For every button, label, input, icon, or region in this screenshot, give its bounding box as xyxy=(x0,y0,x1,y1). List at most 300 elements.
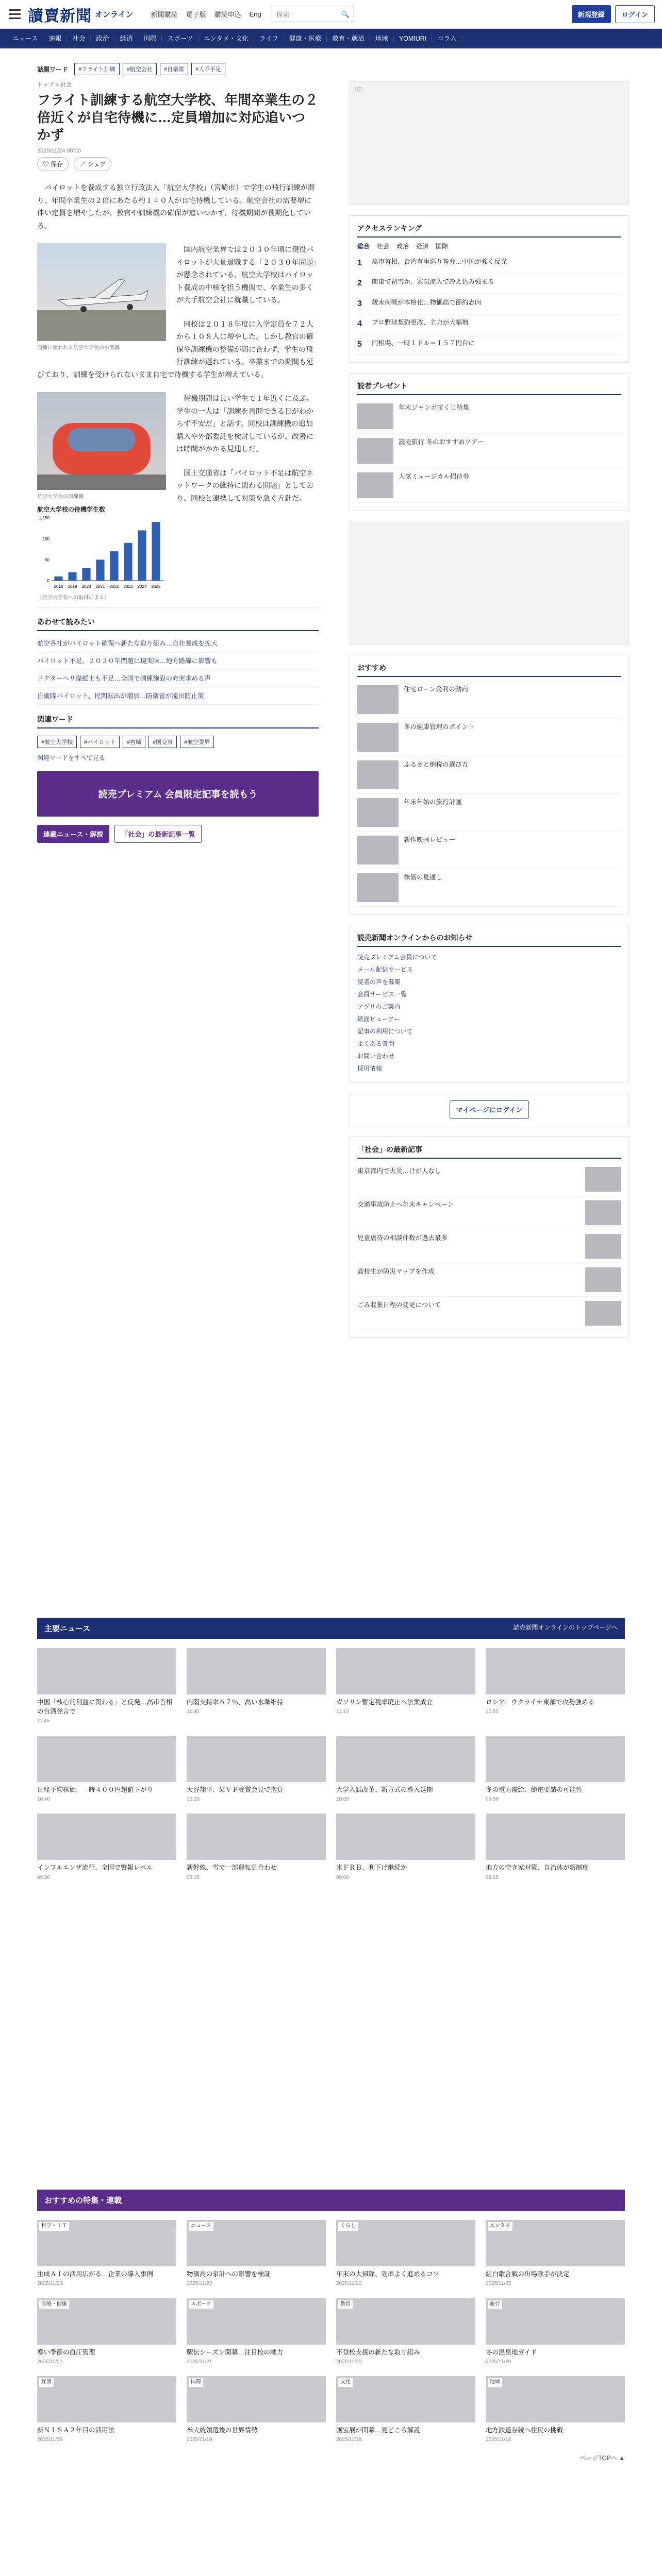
article-paragraph: 待機期間は長い学生で１年近くに及ぶ。学生の一人は「訓練を再開できる日がわからず不安だ」と話す。同校は訓練機の追加購入や外部委託を検討しているが、改善には時間がかかる見通しだ。 xyxy=(176,394,314,453)
card-thumb xyxy=(336,1648,475,1694)
share-button[interactable]: ↗ シェア xyxy=(74,157,111,171)
related-title: あわせて読みたい xyxy=(37,617,319,631)
recommend-thumb xyxy=(357,873,399,902)
card-title: 地方鉄道存続へ住民の挑戦 xyxy=(486,2427,564,2434)
sidebar xyxy=(350,48,629,1348)
special-card[interactable] xyxy=(187,2376,326,2444)
main_news-card[interactable] xyxy=(187,1814,326,1882)
ranking-item[interactable] xyxy=(357,294,621,314)
nav-item[interactable]: ライフ xyxy=(254,35,284,42)
card-title: 国宝展が開幕…見どころ解説 xyxy=(336,2427,420,2434)
card-title: 冬の温泉地ガイド xyxy=(486,2348,537,2356)
recommend-thumb xyxy=(357,836,399,865)
cockpit-illustration xyxy=(37,392,166,490)
topic-tag[interactable]: #フライト訓練 xyxy=(74,63,120,75)
ad-slot[interactable] xyxy=(350,81,629,205)
notice-box xyxy=(350,925,629,1082)
card-title: 不登校支援の新たな取り組み xyxy=(336,2348,420,2356)
nav-item[interactable]: 社会 xyxy=(67,35,91,42)
keyword-tag[interactable]: #パイロット xyxy=(80,736,120,748)
article-figure-2 xyxy=(37,392,166,601)
card-category: 医療・健康 xyxy=(39,2300,69,2309)
main_news-card[interactable] xyxy=(486,1648,625,1725)
present-item[interactable] xyxy=(357,434,621,468)
breadcrumb[interactable]: トップ > 社会 xyxy=(37,82,72,88)
card-date: 2025/11/22 xyxy=(486,2281,511,2287)
card-title: 寒い季節の血圧管理 xyxy=(37,2348,95,2356)
recommend-item[interactable] xyxy=(357,832,621,869)
y-tick-label: 0 xyxy=(47,579,49,584)
ranking-tab[interactable]: 国際 xyxy=(436,243,449,250)
card-category: エンタメ xyxy=(488,2222,512,2231)
main_news-card[interactable] xyxy=(187,1736,326,1804)
card-thumb xyxy=(187,1814,326,1860)
ad-label: 広告 xyxy=(353,87,363,93)
card-category: 科学・ＩＴ xyxy=(39,2222,69,2231)
chart-bar xyxy=(152,522,160,581)
chart-bar xyxy=(96,560,104,581)
figure-caption: 訓練に使われる航空大学校の小型機 xyxy=(37,345,120,351)
recommend-item[interactable] xyxy=(357,756,621,794)
card-category: 地域 xyxy=(488,2378,502,2387)
card-date: 11:45 xyxy=(37,1718,50,1724)
card-thumb xyxy=(37,2376,176,2422)
all-keywords-link[interactable]: 関連ワードをすべて見る xyxy=(37,754,105,762)
main_news-card[interactable] xyxy=(336,1814,475,1882)
card-date: 09:00 xyxy=(336,1874,350,1880)
figure-caption: 航空大学校の訓練機 xyxy=(37,494,84,500)
logo-mark: 讀賣新聞 xyxy=(28,7,92,25)
y-tick-label: 150 xyxy=(42,516,49,521)
special-card[interactable] xyxy=(37,2298,176,2366)
page-top-link[interactable]: ページTOPへ ▲ xyxy=(580,2454,625,2462)
card-date: 2025/11/19 xyxy=(37,2437,63,2443)
ranking-tab[interactable]: 総合 xyxy=(357,243,370,250)
global-nav xyxy=(0,29,662,48)
article-date-row xyxy=(37,148,319,154)
header-right xyxy=(572,5,655,23)
topic-tag[interactable]: #航空会社 xyxy=(123,63,157,75)
notice-title: 読売新聞オンラインからのお知らせ xyxy=(357,933,621,947)
mypage-box xyxy=(350,1093,629,1126)
notice-link[interactable]: 読売プレミアム会員について xyxy=(357,953,437,961)
article-paragraph: パイロットを養成する独立行政法人「航空大学校」（宮崎市）で学生の飛行訓練が滞り、年間卒業生の２倍にあたる約１４０人が自宅待機している。航空会社の需要増に伴い定員を増やしたが、教官や訓練機の確保が追いつかず、待機期間が長期化している。 xyxy=(37,183,315,230)
premium-banner[interactable]: 読売プレミアム 会員限定記事を読もう xyxy=(37,771,319,817)
card-thumb xyxy=(336,2220,475,2266)
y-axis-label: 人 xyxy=(38,516,42,521)
main_news-card[interactable] xyxy=(486,1736,625,1804)
keyword-tag[interactable]: #宮崎 xyxy=(123,736,145,748)
x-tick-label: 2025 xyxy=(151,584,161,589)
rank-number: 3 xyxy=(357,299,362,308)
card-thumb xyxy=(486,2376,625,2422)
recommend-title: おすすめ xyxy=(357,663,621,677)
chart-bar xyxy=(124,543,132,581)
mypage-login-button[interactable]: マイページにログイン xyxy=(450,1100,529,1118)
card-title: 内閣支持率６７％、高い水準維持 xyxy=(187,1699,284,1706)
card-title: 地方の空き家対策、自治体が新制度 xyxy=(486,1864,589,1872)
ranking-tab[interactable]: 政治 xyxy=(396,243,409,250)
notice-link[interactable]: よくある質問 xyxy=(357,1040,394,1047)
chart-svg xyxy=(37,514,166,591)
nav-item[interactable]: 健康・医療 xyxy=(284,35,327,42)
notice-link[interactable]: 採用情報 xyxy=(357,1064,382,1072)
ranking-item[interactable] xyxy=(357,314,621,334)
card-title: 新ＮＩＳＡ２年目の活用法 xyxy=(37,2427,115,2434)
special-title: おすすめの特集・連載 xyxy=(44,2196,122,2205)
card-thumb xyxy=(336,2298,475,2345)
card-thumb xyxy=(486,2298,625,2345)
notice-link[interactable]: 紙面ビューアー xyxy=(357,1015,400,1023)
card-title: 新幹線、雪で一部運転見合わせ xyxy=(187,1864,277,1872)
main_news-card[interactable] xyxy=(486,1814,625,1882)
present-title: 読者プレゼント xyxy=(357,381,621,395)
special-grid xyxy=(37,2211,625,2453)
card-title: 米ＦＲＢ、利下げ継続か xyxy=(336,1864,407,1872)
rank-number: 5 xyxy=(357,340,362,349)
rank-number: 1 xyxy=(357,259,362,267)
y-tick-label: 100 xyxy=(42,537,49,542)
register-button[interactable]: 新規登録 xyxy=(572,5,611,23)
card-title: ガソリン暫定税率廃止へ法案成立 xyxy=(336,1699,433,1706)
recommend-text: ふるさと納税の選び方 xyxy=(403,760,468,768)
article-column xyxy=(37,48,319,1348)
chart-bar xyxy=(82,568,90,581)
recommend-text: 株価の見通し xyxy=(403,873,442,881)
header-link[interactable]: Eng xyxy=(249,10,261,18)
present-text: 年末ジャンボ宝くじ特集 xyxy=(398,403,470,411)
header-link[interactable]: 新聞購読 xyxy=(151,11,178,19)
special-card[interactable] xyxy=(486,2298,625,2366)
related-articles xyxy=(37,607,319,705)
photo-plane xyxy=(37,243,166,341)
card-title: 駅伝シーズン開幕…注目校の戦力 xyxy=(187,2348,283,2356)
card-thumb xyxy=(187,2298,326,2345)
chart-bar xyxy=(110,551,118,581)
card-title: 大谷翔平、ＭＶＰ受賞会見で抱負 xyxy=(187,1786,284,1793)
card-thumb xyxy=(37,2298,176,2345)
main_news-card[interactable] xyxy=(37,1736,176,1804)
present-text: 人気ミュージカル招待券 xyxy=(398,472,469,480)
site-logo[interactable] xyxy=(28,3,134,26)
present-thumb xyxy=(357,403,393,429)
ranking-tabs xyxy=(357,242,621,250)
card-thumb xyxy=(486,2220,625,2266)
special-card[interactable] xyxy=(37,2220,176,2288)
card-thumb xyxy=(187,2376,326,2422)
card-title: 冬の電力需給、節電要請の可能性 xyxy=(486,1786,583,1793)
x-tick-label: 2021 xyxy=(95,584,105,589)
main_news-card[interactable] xyxy=(37,1814,176,1882)
related-link[interactable]: 自衛隊パイロット、民間転出が増加…防衛省が流出防止策 xyxy=(37,688,319,705)
latest-list-button[interactable]: 「社会」の最新記事一覧 xyxy=(114,825,202,843)
card-date: 2025/11/18 xyxy=(336,2437,362,2443)
chart-note: （航空大学校への取材による） xyxy=(37,595,109,601)
topic-tag[interactable]: #人手不足 xyxy=(191,63,225,75)
article-date: 2025/11/24 05:00 xyxy=(37,148,81,155)
promo-links xyxy=(37,825,319,843)
photo-cockpit xyxy=(37,392,166,490)
nav-item[interactable]: コラム xyxy=(432,35,462,42)
notice-link[interactable]: 記事の利用について xyxy=(357,1027,413,1035)
login-button[interactable]: ログイン xyxy=(615,5,655,23)
x-tick-label: 2019 xyxy=(68,584,77,589)
latest-thumb xyxy=(585,1200,621,1225)
topic-keywords xyxy=(37,63,319,75)
card-thumb xyxy=(187,2220,326,2266)
latest-thumb xyxy=(585,1301,621,1326)
rank-number: 4 xyxy=(357,319,362,329)
special-card[interactable] xyxy=(336,2298,475,2366)
latest-text: ごみ収集日程の変更について xyxy=(357,1301,441,1309)
ranking-item[interactable] xyxy=(357,274,621,294)
recommend-item[interactable] xyxy=(357,719,621,756)
latest-text: 児童虐待の相談件数が過去最多 xyxy=(357,1234,448,1242)
recommend-text: 年末年始の旅行計画 xyxy=(403,798,462,806)
card-category: 旅行 xyxy=(488,2300,502,2309)
card-thumb xyxy=(37,2220,176,2266)
recommend-item[interactable] xyxy=(357,869,621,907)
plane-illustration xyxy=(37,243,166,341)
latest-item[interactable] xyxy=(357,1263,621,1297)
card-thumb xyxy=(336,2376,475,2422)
x-tick-label: 2022 xyxy=(109,584,119,589)
present-thumb xyxy=(357,472,393,498)
notice-link[interactable]: アプリのご案内 xyxy=(357,1003,401,1010)
latest-item[interactable] xyxy=(357,1297,621,1330)
nav-item[interactable]: 国際 xyxy=(138,35,162,42)
card-category: 文化 xyxy=(338,2378,353,2387)
main_news-card[interactable] xyxy=(37,1648,176,1725)
recommend-thumb xyxy=(357,798,399,827)
notice-link[interactable]: メール配信サービス xyxy=(357,965,413,973)
recommend-box xyxy=(350,655,629,914)
special-card[interactable] xyxy=(336,2220,475,2288)
search-input[interactable] xyxy=(272,7,354,22)
card-date: 09:30 xyxy=(37,1874,51,1880)
card-date: 2025/11/21 xyxy=(187,2359,212,2365)
special-card[interactable] xyxy=(37,2376,176,2444)
nav-item[interactable]: ニュース xyxy=(7,35,43,42)
recommend-text: 新作映画レビュー xyxy=(403,836,455,843)
notice-list xyxy=(357,951,621,1075)
card-date: 2025/11/20 xyxy=(486,2359,511,2365)
header-link[interactable]: 電子版 xyxy=(186,11,206,19)
ranking-text: 関東で初雪か、寒気流入で冷え込み強まる xyxy=(371,278,494,286)
card-date: 11:30 xyxy=(187,1709,200,1715)
nav-item[interactable]: 地域 xyxy=(370,35,394,42)
latest-thumb xyxy=(585,1267,621,1292)
ad-slot-2[interactable] xyxy=(350,521,629,645)
card-thumb xyxy=(37,1648,176,1694)
special-card[interactable] xyxy=(336,2376,475,2444)
article-title: フライト訓練する航空大学校、年間卒業生の２倍近くが自宅待機に…定員増加に対応追いつかず xyxy=(37,92,319,143)
ranking-text: 高市首相、台湾有事巡り答弁…中国が強く反発 xyxy=(371,258,507,265)
card-date: 10:40 xyxy=(37,1796,51,1802)
special-bar xyxy=(37,2190,625,2211)
card-category: くらし xyxy=(338,2222,358,2231)
x-tick-label: 2024 xyxy=(137,584,147,589)
card-title: 生成ＡＩの活用広がる…企業の導入事例 xyxy=(37,2270,154,2278)
present-thumb xyxy=(357,438,393,464)
card-date: 10:55 xyxy=(486,1709,499,1715)
nav-item[interactable]: 経済 xyxy=(114,35,138,42)
logo-online: オンライン xyxy=(95,10,134,19)
notice-link[interactable]: お問い合わせ xyxy=(357,1052,394,1060)
latest-text: 交通事故防止へ年末キャンペーン xyxy=(357,1200,454,1208)
topic-tag[interactable]: #自衛隊 xyxy=(160,63,188,75)
ranking-item[interactable] xyxy=(357,253,621,274)
related-link[interactable]: パイロット不足、２０３０年問題に現実味…地方路線に影響も xyxy=(37,653,319,670)
ranking-text: 歳末商戦が本格化…物価高で節約志向 xyxy=(371,298,482,306)
page-top-label: ページTOPへ xyxy=(580,2454,617,2462)
main-news-title: 主要ニュース xyxy=(44,1624,91,1633)
card-date: 08:45 xyxy=(486,1874,499,1880)
latest-thumb xyxy=(585,1167,621,1192)
special-card[interactable] xyxy=(187,2298,326,2366)
main_news-card[interactable] xyxy=(187,1648,326,1725)
recommend-thumb xyxy=(357,685,399,714)
card-date: 2025/11/18 xyxy=(486,2437,511,2443)
card-title: 日経平均株価、一時４００円超値下がり xyxy=(37,1786,154,1793)
chart-bar xyxy=(138,531,146,581)
x-tick-label: 2020 xyxy=(81,584,91,589)
card-title: 米大統領選後の世界情勢 xyxy=(187,2427,258,2434)
latest-text: 高校生が防災マップを作成 xyxy=(357,1267,435,1275)
y-tick-label: 50 xyxy=(45,557,49,563)
rank-number: 2 xyxy=(357,279,362,288)
recommend-text: 住宅ローン金利の動向 xyxy=(403,685,468,693)
recommend-text: 冬の健康管理のポイント xyxy=(403,723,475,731)
x-tick-label: 2023 xyxy=(123,584,133,589)
share-bar xyxy=(37,157,319,171)
main-news-grid xyxy=(37,1639,625,1891)
card-date: 2025/11/20 xyxy=(336,2359,362,2365)
special-card[interactable] xyxy=(486,2220,625,2288)
series-button[interactable]: 連載ニュース・解説 xyxy=(37,825,109,843)
nav-item[interactable]: 速報 xyxy=(43,35,67,42)
ranking-item[interactable] xyxy=(357,335,621,355)
recommend-item[interactable] xyxy=(357,794,621,832)
recommend-item[interactable] xyxy=(357,681,621,719)
card-thumb xyxy=(486,1648,625,1694)
card-date: 11:10 xyxy=(336,1709,349,1715)
chart xyxy=(37,505,166,601)
related-link[interactable]: 航空各社がパイロット確保へ新たな取り組み…自社養成を拡大 xyxy=(37,635,319,653)
chart-title: 航空大学校の待機学生数 xyxy=(37,506,106,514)
share-label: シェア xyxy=(87,161,106,168)
card-thumb xyxy=(187,1736,326,1782)
related-link[interactable]: ドクターヘリ操縦士も不足…全国で訓練施設の充実求める声 xyxy=(37,670,319,688)
search-icon[interactable]: 🔍 xyxy=(341,10,350,18)
card-title: 大学入試改革、新方式の導入延期 xyxy=(336,1786,433,1793)
keyword-tag[interactable]: #航空業界 xyxy=(180,736,214,748)
card-date: 2025/11/21 xyxy=(37,2359,63,2365)
recommend-thumb xyxy=(357,723,399,752)
card-date: 10:20 xyxy=(187,1796,200,1802)
card-thumb xyxy=(37,1736,176,1782)
nav-item[interactable]: スポーツ xyxy=(162,35,198,42)
bookmark-label: 保存 xyxy=(51,161,63,168)
card-date: 2025/11/23 xyxy=(37,2281,63,2287)
card-category: ニュース xyxy=(189,2222,213,2231)
latest-item[interactable] xyxy=(357,1163,621,1196)
card-title: 物価高の家計への影響を検証 xyxy=(187,2270,271,2278)
present-item[interactable] xyxy=(357,468,621,503)
card-date: 09:15 xyxy=(187,1874,200,1880)
search-placeholder: 検索 xyxy=(276,11,290,19)
card-title: インフルエンザ流行、全国で警報レベル xyxy=(37,1864,153,1872)
notice-link[interactable]: 読者の声を募集 xyxy=(357,978,401,986)
latest-thumb xyxy=(585,1234,621,1259)
card-thumb xyxy=(336,1814,475,1860)
special-section xyxy=(37,2190,625,2462)
ranking-tab[interactable]: 社会 xyxy=(376,243,389,250)
nav-item[interactable]: 政治 xyxy=(91,35,114,42)
card-title: ロシア、ウクライナ東部で攻勢強める xyxy=(486,1699,595,1706)
menu-icon[interactable] xyxy=(7,7,23,22)
card-title: 年末の大掃除、効率よく進めるコツ xyxy=(336,2270,440,2278)
x-tick-label: 2018 xyxy=(54,584,63,589)
bookmark-button[interactable]: ♡ 保存 xyxy=(37,157,69,171)
notice-link[interactable]: 会員サービス一覧 xyxy=(357,990,407,998)
main-news-bar xyxy=(37,1618,625,1639)
nav-item[interactable]: エンタメ・文化 xyxy=(198,35,254,42)
keywords-title: 関連ワード xyxy=(37,714,319,728)
present-box xyxy=(350,373,629,511)
card-date: 09:50 xyxy=(486,1796,499,1802)
card-title: 中国「核心的利益に関わる」と反発…高市首相の台湾発言で xyxy=(37,1699,173,1716)
ranking-title: アクセスランキング xyxy=(357,223,621,238)
nav-item[interactable]: YOMIURI xyxy=(394,35,432,42)
special-card[interactable] xyxy=(187,2220,326,2288)
latest-item[interactable] xyxy=(357,1196,621,1230)
card-thumb xyxy=(486,1736,625,1782)
card-date: 2025/11/23 xyxy=(187,2281,212,2287)
latest-title: 「社会」の最新記事 xyxy=(357,1144,621,1159)
ranking-box xyxy=(350,215,629,363)
header-links xyxy=(151,9,261,19)
card-category: 教育 xyxy=(338,2300,353,2309)
recommend-thumb xyxy=(357,760,399,789)
related-keywords xyxy=(37,714,319,762)
article-paragraph: 国土交通省は「パイロット不足は航空ネットワークの維持に関わる問題」としており、同校と連携して対策を急ぐ方針だ。 xyxy=(176,468,313,502)
special-card[interactable] xyxy=(486,2376,625,2444)
present-item[interactable] xyxy=(357,399,621,434)
main_news-card[interactable] xyxy=(336,1648,475,1725)
keyword-tag[interactable]: #国交省 xyxy=(148,736,177,748)
header-link[interactable]: 購読申込 xyxy=(214,11,241,19)
card-date: 10:05 xyxy=(336,1796,350,1802)
card-thumb xyxy=(336,1736,475,1782)
topic-title: 話題ワード xyxy=(37,65,69,73)
latest-item[interactable] xyxy=(357,1230,621,1263)
ranking-text: 円相場、一時１ドル＝１５７円台に xyxy=(371,339,475,347)
card-date: 2025/11/19 xyxy=(187,2437,212,2443)
main-news-more[interactable]: 読売新聞オンラインのトップページへ xyxy=(513,1624,618,1631)
present-text: 読売旅行 冬のおすすめツアー xyxy=(398,438,484,446)
card-thumb xyxy=(486,1814,625,1860)
card-date: 2025/11/22 xyxy=(336,2281,362,2287)
latest-box xyxy=(350,1137,629,1338)
main_news-card[interactable] xyxy=(336,1736,475,1804)
latest-text: 東京都内で火災…けが人なし xyxy=(357,1167,441,1175)
nav-item[interactable]: 教育・就活 xyxy=(327,35,370,42)
card-category: スポーツ xyxy=(189,2300,213,2309)
card-thumb xyxy=(187,1648,326,1694)
ranking-tab[interactable]: 経済 xyxy=(416,243,429,250)
keyword-tag[interactable]: #航空大学校 xyxy=(37,736,77,748)
